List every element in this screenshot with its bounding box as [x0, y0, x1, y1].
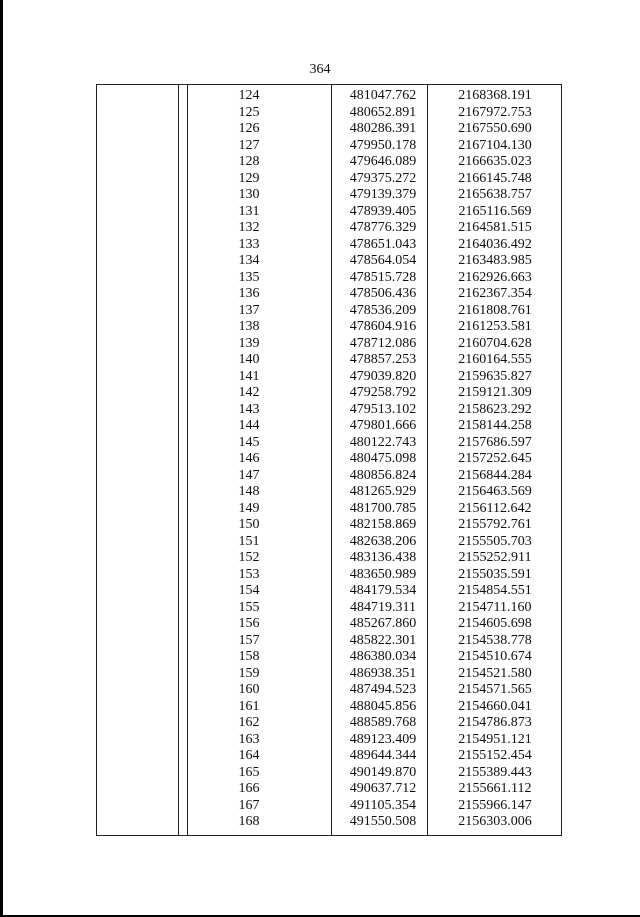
y-coordinate-cell: 2161253.581: [458, 319, 532, 334]
y-coordinate-cell: 2155505.703: [458, 533, 532, 549]
y-coordinate-cell: 2155252.911: [458, 550, 532, 565]
point-number-cell: 153: [238, 566, 260, 582]
table-row: [97, 303, 563, 320]
point-number-cell: 151: [238, 533, 260, 549]
x-coordinate-cell: 480286.391: [349, 121, 417, 136]
x-coordinate-cell: 482158.869: [349, 517, 417, 532]
x-coordinate-cell: 478712.086: [349, 335, 417, 351]
table-row: [97, 369, 563, 386]
y-coordinate-cell: 2155152.454: [458, 748, 532, 763]
x-coordinate-cell: 491105.354: [350, 797, 416, 813]
point-number-cell: 157: [238, 632, 260, 648]
x-coordinate-cell: 481047.762: [349, 88, 417, 103]
x-coordinate-cell: 490149.870: [349, 764, 417, 780]
point-number-cell: 148: [238, 484, 260, 499]
y-coordinate-cell: 2154711.160: [458, 599, 532, 615]
point-number-cell: 164: [238, 748, 260, 763]
table-row: [97, 732, 563, 749]
point-number-cell: 147: [238, 467, 260, 483]
table-row: [97, 468, 563, 485]
point-number-cell: 160: [238, 682, 260, 697]
y-coordinate-cell: 2162367.354: [458, 286, 532, 301]
table-row: [97, 402, 563, 419]
y-coordinate-cell: 2159635.827: [458, 368, 532, 384]
point-number-cell: 156: [238, 616, 260, 631]
table-row: [97, 171, 563, 188]
y-coordinate-cell: 2155661.112: [458, 781, 532, 796]
x-coordinate-cell: 481265.929: [349, 484, 417, 499]
table-row: [97, 286, 563, 303]
y-coordinate-cell: 2156844.284: [458, 467, 532, 483]
point-number-cell: 154: [238, 583, 260, 598]
table-row: [97, 501, 563, 518]
x-coordinate-cell: 490637.712: [349, 781, 417, 796]
y-coordinate-cell: 2154786.873: [458, 715, 532, 730]
point-number-cell: 134: [238, 253, 260, 268]
x-coordinate-cell: 491550.508: [349, 814, 417, 829]
point-number-cell: 150: [238, 517, 260, 532]
x-coordinate-cell: 479258.792: [349, 385, 417, 400]
y-coordinate-cell: 2160704.628: [458, 335, 532, 351]
y-coordinate-cell: 2154605.698: [458, 616, 532, 631]
point-number-cell: 135: [238, 269, 260, 285]
table-row: [97, 748, 563, 765]
point-number-cell: 129: [238, 170, 260, 186]
point-number-cell: 124: [238, 88, 260, 103]
x-coordinate-cell: 480652.891: [349, 104, 417, 120]
table-row: [97, 187, 563, 204]
y-coordinate-cell: 2154571.565: [458, 682, 532, 697]
point-number-cell: 125: [238, 104, 260, 120]
table-row: [97, 319, 563, 336]
table-row: [97, 534, 563, 551]
table-row: [97, 814, 563, 831]
x-coordinate-cell: 478564.054: [349, 253, 417, 268]
point-number-cell: 163: [238, 731, 260, 747]
y-coordinate-cell: 2155966.147: [458, 797, 532, 813]
x-coordinate-cell: 489123.409: [349, 731, 417, 747]
table-row: [97, 649, 563, 666]
point-number-cell: 161: [238, 698, 260, 714]
y-coordinate-cell: 2166635.023: [458, 154, 532, 169]
x-coordinate-cell: 485267.860: [349, 616, 417, 631]
x-coordinate-cell: 479950.178: [349, 137, 417, 153]
table-row: [97, 154, 563, 171]
x-coordinate-cell: 487494.523: [349, 682, 417, 697]
x-coordinate-cell: 488045.856: [349, 698, 417, 714]
y-coordinate-cell: 2155035.591: [458, 566, 532, 582]
point-number-cell: 132: [238, 220, 260, 235]
point-number-cell: 137: [238, 302, 260, 318]
coordinate-table: [96, 84, 562, 836]
table-row: [97, 583, 563, 600]
y-coordinate-cell: 2167550.690: [458, 121, 532, 136]
table-row: [97, 666, 563, 683]
table-row: [97, 699, 563, 716]
x-coordinate-cell: 483136.438: [349, 550, 417, 565]
x-coordinate-cell: 478506.436: [349, 286, 417, 301]
table-row: [97, 798, 563, 815]
point-number-cell: 138: [238, 319, 260, 334]
x-coordinate-cell: 478515.728: [349, 269, 417, 285]
y-coordinate-cell: 2154538.778: [458, 632, 532, 648]
x-coordinate-cell: 488589.768: [349, 715, 417, 730]
y-coordinate-cell: 2154660.041: [458, 698, 532, 714]
table-row: [97, 253, 563, 270]
y-coordinate-cell: 2158144.258: [458, 418, 532, 433]
point-number-cell: 168: [238, 814, 260, 829]
table-row: [97, 352, 563, 369]
table-row: [97, 682, 563, 699]
x-coordinate-cell: 479801.666: [349, 418, 417, 433]
table-row: [97, 336, 563, 353]
x-coordinate-cell: 478776.329: [349, 220, 417, 235]
table-row: [97, 765, 563, 782]
table-row: [97, 781, 563, 798]
x-coordinate-cell: 480122.743: [349, 434, 417, 450]
y-coordinate-cell: 2167972.753: [458, 104, 532, 120]
y-coordinate-cell: 2165116.569: [458, 203, 532, 219]
point-number-cell: 140: [238, 352, 260, 367]
point-number-cell: 145: [238, 434, 260, 450]
y-coordinate-cell: 2154521.580: [458, 665, 532, 681]
x-coordinate-cell: 489644.344: [349, 748, 417, 763]
table-row: [97, 517, 563, 534]
point-number-cell: 152: [238, 550, 260, 565]
y-coordinate-cell: 2165638.757: [458, 187, 532, 202]
x-coordinate-cell: 484719.311: [350, 599, 416, 615]
x-coordinate-cell: 478857.253: [349, 352, 417, 367]
point-number-cell: 166: [238, 781, 260, 796]
y-coordinate-cell: 2164581.515: [458, 220, 532, 235]
scan-edge-left: [0, 0, 3, 917]
table-row: [97, 435, 563, 452]
x-coordinate-cell: 478604.916: [349, 319, 417, 334]
x-coordinate-cell: 480475.098: [349, 451, 417, 466]
x-coordinate-cell: 478536.209: [349, 302, 417, 318]
y-coordinate-cell: 2156463.569: [458, 484, 532, 499]
x-coordinate-cell: 483650.989: [349, 566, 417, 582]
table-row: [97, 237, 563, 254]
point-number-cell: 158: [238, 649, 260, 664]
table-row: [97, 633, 563, 650]
table-row: [97, 385, 563, 402]
y-coordinate-cell: 2161808.761: [458, 302, 532, 318]
x-coordinate-cell: 479139.379: [349, 187, 417, 202]
point-number-cell: 141: [238, 368, 260, 384]
y-coordinate-cell: 2160164.555: [458, 352, 532, 367]
x-coordinate-cell: 486938.351: [349, 665, 417, 681]
y-coordinate-cell: 2163483.985: [458, 253, 532, 268]
table-row: [97, 204, 563, 221]
table-row: [97, 121, 563, 138]
y-coordinate-cell: 2154951.121: [458, 731, 532, 747]
table-row: [97, 616, 563, 633]
y-coordinate-cell: 2156112.642: [458, 500, 532, 516]
y-coordinate-cell: 2159121.309: [458, 385, 532, 400]
point-number-cell: 133: [238, 236, 260, 252]
y-coordinate-cell: 2157252.645: [458, 451, 532, 466]
table-row: [97, 88, 563, 105]
table-row: [97, 220, 563, 237]
point-number-cell: 136: [238, 286, 260, 301]
page-number: 364: [309, 62, 331, 77]
point-number-cell: 130: [238, 187, 260, 202]
y-coordinate-cell: 2167104.130: [458, 137, 532, 153]
point-number-cell: 131: [238, 203, 260, 219]
point-number-cell: 162: [238, 715, 260, 730]
x-coordinate-cell: 481700.785: [349, 500, 417, 516]
point-number-cell: 144: [238, 418, 260, 433]
x-coordinate-cell: 480856.824: [349, 467, 417, 483]
y-coordinate-cell: 2154510.674: [458, 649, 532, 664]
table-row: [97, 418, 563, 435]
point-number-cell: 126: [238, 121, 260, 136]
y-coordinate-cell: 2164036.492: [458, 236, 532, 252]
table-row: [97, 484, 563, 501]
point-number-cell: 139: [238, 335, 260, 351]
point-number-cell: 127: [238, 137, 260, 153]
point-number-cell: 155: [238, 599, 260, 615]
table-row: [97, 600, 563, 617]
table-row: [97, 105, 563, 122]
y-coordinate-cell: 2155389.443: [458, 764, 532, 780]
table-body: [97, 88, 563, 831]
y-coordinate-cell: 2158623.292: [458, 401, 532, 417]
x-coordinate-cell: 482638.206: [349, 533, 417, 549]
y-coordinate-cell: 2155792.761: [458, 517, 532, 532]
table-row: [97, 567, 563, 584]
point-number-cell: 165: [238, 764, 260, 780]
table-row: [97, 715, 563, 732]
table-row: [97, 550, 563, 567]
point-number-cell: 128: [238, 154, 260, 169]
x-coordinate-cell: 478939.405: [349, 203, 417, 219]
table-row: [97, 138, 563, 155]
point-number-cell: 149: [238, 500, 260, 516]
y-coordinate-cell: 2166145.748: [458, 170, 532, 186]
point-number-cell: 143: [238, 401, 260, 417]
x-coordinate-cell: 484179.534: [349, 583, 417, 598]
point-number-cell: 167: [238, 797, 260, 813]
y-coordinate-cell: 2156303.006: [458, 814, 532, 829]
x-coordinate-cell: 479039.820: [349, 368, 417, 384]
y-coordinate-cell: 2168368.191: [458, 88, 532, 103]
y-coordinate-cell: 2162926.663: [458, 269, 532, 285]
point-number-cell: 146: [238, 451, 260, 466]
x-coordinate-cell: 478651.043: [349, 236, 417, 252]
x-coordinate-cell: 486380.034: [349, 649, 417, 664]
point-number-cell: 142: [238, 385, 260, 400]
table-row: [97, 270, 563, 287]
table-row: [97, 451, 563, 468]
y-coordinate-cell: 2157686.597: [458, 434, 532, 450]
x-coordinate-cell: 479375.272: [349, 170, 417, 186]
point-number-cell: 159: [238, 665, 260, 681]
x-coordinate-cell: 479513.102: [349, 401, 417, 417]
y-coordinate-cell: 2154854.551: [458, 583, 532, 598]
x-coordinate-cell: 479646.089: [349, 154, 417, 169]
x-coordinate-cell: 485822.301: [349, 632, 417, 648]
